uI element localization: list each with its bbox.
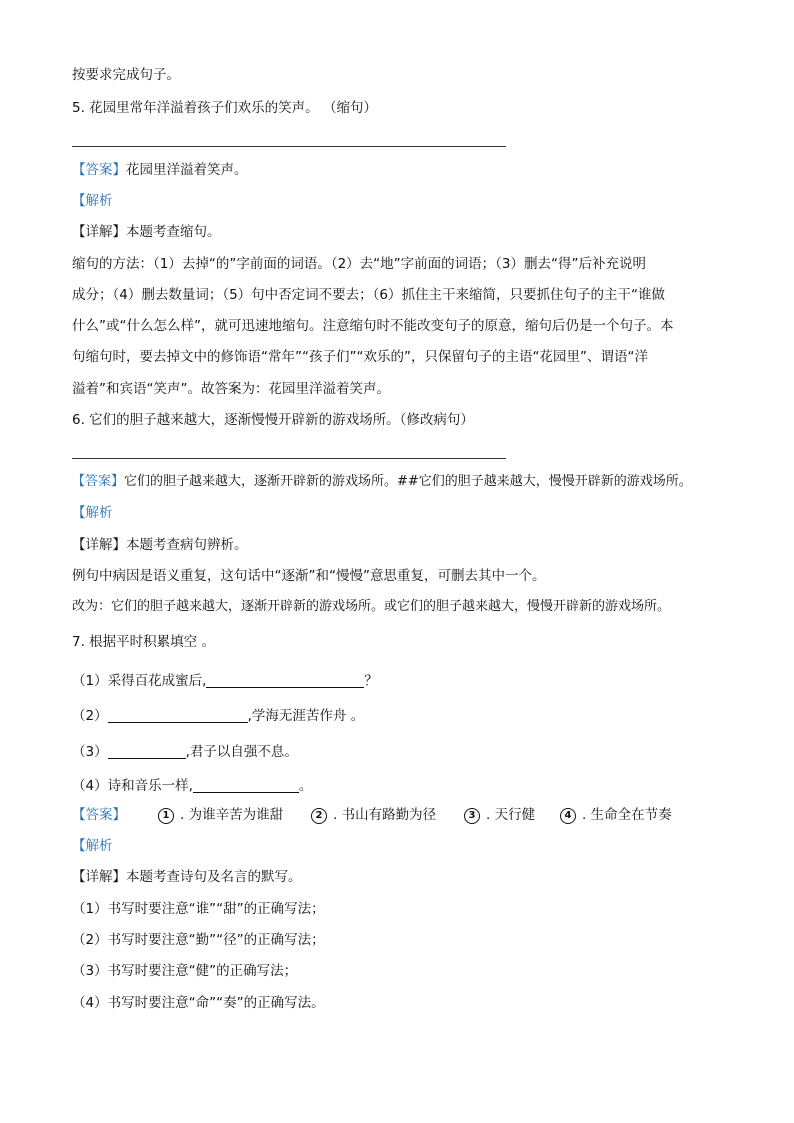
fill-item-1	[72, 671, 378, 691]
detail-5-line-6: 溢着”和宾语“笑声”。故答案为：花园里洋溢着笑声。	[72, 381, 390, 397]
fill-item-prefix: （2）	[72, 708, 108, 724]
fill-item-2	[72, 706, 364, 726]
answer-text: . 生命全在节奏	[582, 807, 672, 823]
detail-5-line-3: 成分；（4）删去数量词；（5）句中否定词不要去；（6）抓住主干来缩简，只要抓住句子的主干“谁做	[72, 287, 666, 303]
fill-item-suffix: ,君子以自强不息。	[185, 744, 298, 760]
fill-item-suffix: ？	[364, 673, 378, 689]
answer-7-item-3	[464, 805, 535, 825]
detail-5-line-1	[72, 222, 221, 242]
fill-item-3	[72, 742, 298, 762]
question-7: 7. 根据平时积累填空 。	[72, 634, 215, 650]
fill-item-4	[72, 776, 312, 796]
detail-7-line-2: （1）书写时要注意“谁”“甜”的正确写法；	[72, 901, 325, 917]
blank-line	[193, 778, 299, 793]
answer-tag-7: 【答案】	[72, 807, 126, 823]
detail-text: 本题考查病句辨析。	[126, 537, 248, 553]
detail-7-line-1	[72, 867, 302, 887]
answer-text: . 天行健	[486, 807, 536, 823]
detail-5-line-5: 句缩句时，要去掉文中的修饰语“常年”“孩子们”“欢乐的”，只保留句子的主语“花园里”、谓语“洋	[72, 349, 648, 365]
answer-line-5	[72, 146, 506, 147]
detail-text: 本题考查缩句。	[126, 224, 221, 240]
answer-text: . 书山有路勤为径	[333, 807, 437, 823]
fill-item-suffix: 。	[298, 778, 313, 794]
detail-tag: 【详解】	[72, 869, 126, 885]
answer-7-item-4	[560, 805, 672, 825]
answer-5	[72, 160, 248, 180]
answer-6	[72, 472, 692, 492]
answer-7-item-1	[158, 805, 283, 825]
section-intro: 按要求完成句子。	[72, 67, 180, 83]
fill-item-prefix: （4）诗和音乐一样,	[72, 778, 193, 794]
detail-text: 本题考查诗句及名言的默写。	[126, 869, 302, 885]
answer-tag: 【答案】	[72, 474, 125, 489]
answer-text: 花园里洋溢着笑声。	[126, 162, 248, 178]
answer-tag: 【答案】	[72, 162, 126, 178]
analysis-tag-7: 【解析	[72, 838, 113, 854]
detail-6-line-2: 例句中病因是语义重复，这句话中“逐渐”和“慢慢”意思重复，可删去其中一个。	[72, 568, 546, 584]
fill-item-prefix: （3）	[72, 744, 108, 760]
detail-7-line-3: （2）书写时要注意“勤”“径”的正确写法；	[72, 932, 325, 948]
detail-tag: 【详解】	[72, 537, 126, 553]
number-circle-icon: 3	[464, 808, 480, 824]
detail-tag: 【详解】	[72, 224, 126, 240]
blank-line	[108, 708, 248, 723]
question-6: 6. 它们的胆子越来越大，逐渐慢慢开辟新的游戏场所。（修改病句）	[72, 412, 474, 428]
analysis-tag-5: 【解析	[72, 193, 113, 209]
detail-7-line-4: （3）书写时要注意“健”的正确写法；	[72, 963, 298, 979]
blank-line	[206, 673, 364, 688]
detail-6-line-3: 改为：它们的胆子越来越大，逐渐开辟新的游戏场所。或它们的胆子越来越大，慢慢开辟新的游戏场所。	[72, 599, 671, 614]
question-5: 5. 花园里常年洋溢着孩子们欢乐的笑声。 （缩句）	[72, 100, 377, 116]
detail-6-line-1	[72, 535, 248, 555]
answer-text: . 为谁辛苦为谁甜	[180, 807, 284, 823]
detail-5-line-2: 缩句的方法：（1）去掉“的”字前面的词语。（2）去“地”字前面的词语；（3）删去“得”后补充说明	[72, 256, 646, 272]
number-circle-icon: 4	[560, 808, 576, 824]
answer-line-6	[72, 458, 506, 459]
answer-text: 它们的胆子越来越大，逐渐开辟新的游戏场所。##它们的胆子越来越大，慢慢开辟新的游戏场所。	[124, 474, 692, 489]
detail-7-line-5: （4）书写时要注意“命”“奏”的正确写法。	[72, 995, 325, 1011]
detail-5-line-4: 什么”或“什么怎么样”，就可迅速地缩句。注意缩句时不能改变句子的原意，缩句后仍是一个句子。本	[72, 318, 674, 334]
number-circle-icon: 2	[311, 808, 327, 824]
answer-7-item-2	[311, 805, 436, 825]
number-circle-icon: 1	[158, 808, 174, 824]
analysis-tag-6: 【解析	[72, 505, 113, 521]
fill-item-prefix: （1）采得百花成蜜后,	[72, 673, 207, 689]
blank-line	[108, 744, 186, 759]
fill-item-suffix: ,学海无涯苦作舟 。	[247, 708, 365, 724]
